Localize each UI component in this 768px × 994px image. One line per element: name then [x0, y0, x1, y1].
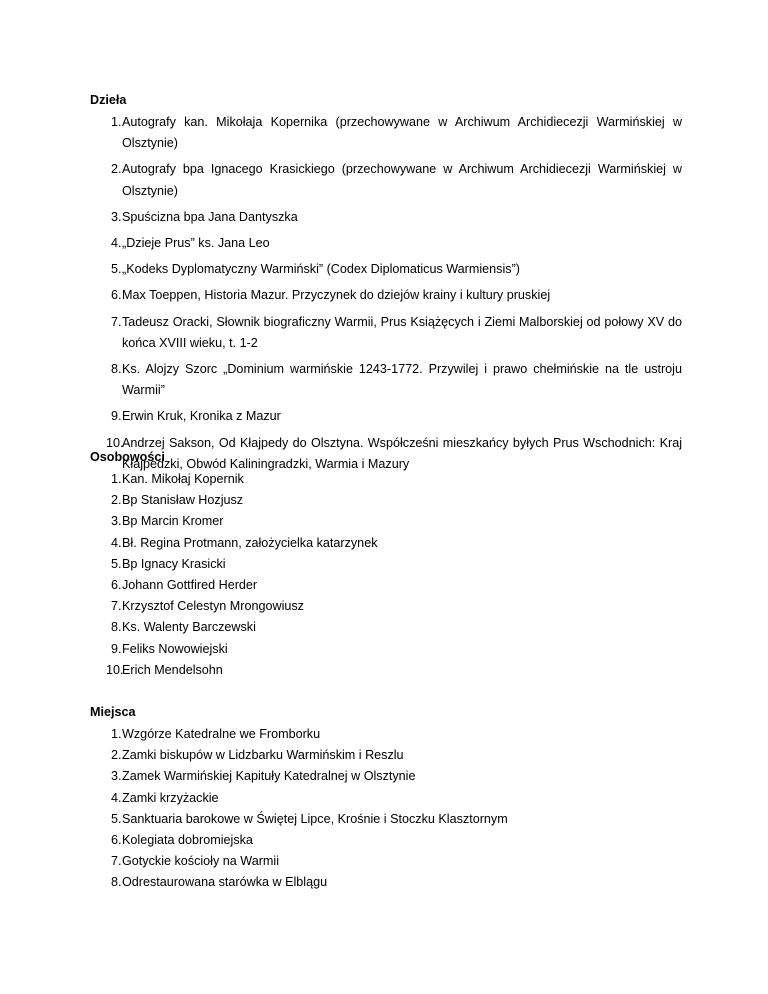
list-item-text: Krzysztof Celestyn Mrongowiusz	[122, 599, 304, 614]
list-item-number: 7.	[111, 599, 122, 614]
list-item-number: 1.	[111, 115, 122, 129]
list-item-text: Zamki krzyżackie	[122, 790, 219, 805]
list-item-number: 4.	[111, 535, 122, 550]
list-item-number: 7.	[111, 854, 122, 869]
section-heading-osobowosci: Osobowości	[90, 450, 165, 464]
list-item-text: Bł. Regina Protmann, założycielka katarzynek	[122, 535, 378, 550]
list-item	[90, 469, 682, 490]
list-item-number: 2.	[111, 748, 122, 763]
list-item	[90, 660, 682, 681]
list-item-text: Odrestaurowana starówka w Elblągu	[122, 875, 328, 890]
list-item	[90, 490, 682, 511]
list-item	[90, 745, 682, 766]
list-item-text: Zamki biskupów w Lidzbarku Warmińskim i Reszlu	[122, 748, 404, 763]
list-item	[90, 872, 682, 893]
list-item	[90, 575, 682, 596]
list-item-text: Johann Gottfired Herder	[122, 578, 258, 593]
list-item-number: 5.	[111, 556, 122, 571]
list-item-text: Erich Mendelsohn	[122, 662, 223, 677]
list-item-number: 6.	[111, 833, 122, 848]
list-item	[90, 617, 682, 638]
list-item-text: Max Toeppen, Historia Mazur. Przyczynek do dziejów krainy i kultury pruskiej	[122, 288, 551, 303]
list-item-number: 9.	[111, 641, 122, 656]
list-item	[90, 159, 682, 201]
list-item-number: 1.	[111, 727, 122, 741]
list-item	[90, 359, 682, 401]
list-item-text: Andrzej Sakson, Od Kłajpedy do Olsztyna. Współcześni mieszkańcy byłych Prus Wschodnich: Kraj Kłajpedzki, Obwód Kaliningradzki, Warmia i Mazury	[122, 435, 682, 471]
section-heading-miejsca: Miejsca	[90, 705, 136, 719]
list-item-number: 4.	[111, 236, 122, 251]
section-osobowosci	[90, 449, 682, 681]
list-item-number: 3.	[111, 209, 122, 224]
list-item-text: „Dzieje Prus” ks. Jana Leo	[122, 236, 270, 251]
list-item-text: Zamek Warmińskiej Kapituły Katedralnej w Olsztynie	[122, 769, 416, 784]
list-item	[90, 312, 682, 354]
list-item	[90, 233, 682, 254]
list-item-text: Gotyckie kościoły na Warmii	[122, 854, 279, 869]
list-item-number: 6.	[111, 578, 122, 593]
list-item-text: Ks. Alojzy Szorc „Dominium warmińskie 1243-1772. Przywilej i prawo chełmińskie na tle ustroju Warmii”	[122, 362, 682, 398]
list-item-text: Bp Marcin Kromer	[122, 514, 224, 529]
list-item-number: 2.	[111, 493, 122, 508]
list-item	[90, 809, 682, 830]
list-item	[90, 766, 682, 787]
list-item-number: 3.	[111, 514, 122, 529]
list-item	[90, 511, 682, 532]
list-item-number: 5.	[111, 262, 122, 277]
list-item-text: Tadeusz Oracki, Słownik biograficzny Warmii, Prus Książęcych i Ziemi Malborskiej od połowy XV do końca XVIII wieku, t. 1-2	[122, 314, 682, 350]
list-item	[90, 259, 682, 280]
list-item-number: 7.	[111, 314, 122, 329]
list-item	[90, 207, 682, 228]
list-item-number: 2.	[111, 162, 122, 177]
list-item	[90, 830, 682, 851]
list-item	[90, 596, 682, 617]
list-item-text: Autografy bpa Ignacego Krasickiego (przechowywane w Archiwum Archidiecezji Warmińskiej w Olsztynie)	[122, 162, 682, 198]
list-dziela	[90, 112, 682, 475]
list-item	[90, 406, 682, 427]
list-item	[90, 788, 682, 809]
list-item-text: Kan. Mikołaj Kopernik	[122, 472, 244, 486]
list-item-number: 9.	[111, 409, 122, 424]
section-heading-dziela: Dzieła	[90, 93, 127, 107]
list-item	[90, 639, 682, 660]
list-item-text: Kolegiata dobromiejska	[122, 833, 253, 848]
list-item-number: 5.	[111, 811, 122, 826]
list-item-text: Sanktuaria barokowe w Świętej Lipce, Krośnie i Stoczku Klasztornym	[122, 811, 508, 826]
list-item-number: 8.	[111, 362, 122, 377]
list-item-text: „Kodeks Dyplomatyczny Warmiński” (Codex Diplomaticus Warmiensis”)	[122, 262, 520, 277]
list-item-text: Ks. Walenty Barczewski	[122, 620, 256, 635]
section-dziela	[90, 92, 682, 475]
list-item-text: Spuścizna bpa Jana Dantyszka	[122, 209, 298, 224]
list-miejsca	[90, 724, 682, 894]
list-item-text: Bp Ignacy Krasicki	[122, 556, 226, 571]
section-miejsca	[90, 704, 682, 894]
list-item-number: 1.	[111, 472, 122, 486]
list-item-number: 4.	[111, 790, 122, 805]
list-item-number: 6.	[111, 288, 122, 303]
list-item-number: 10.	[106, 435, 124, 450]
list-item	[90, 285, 682, 306]
list-item	[90, 851, 682, 872]
list-item	[90, 724, 682, 745]
list-item-text: Wzgórze Katedralne we Fromborku	[122, 727, 321, 741]
list-item-text: Bp Stanisław Hozjusz	[122, 493, 244, 508]
list-item	[90, 112, 682, 154]
list-item	[90, 554, 682, 575]
list-osobowosci	[90, 469, 682, 681]
list-item-text: Erwin Kruk, Kronika z Mazur	[122, 409, 281, 424]
list-item	[90, 533, 682, 554]
list-item-text: Feliks Nowowiejski	[122, 641, 228, 656]
list-item-number: 8.	[111, 620, 122, 635]
list-item-text: Autografy kan. Mikołaja Kopernika (przechowywane w Archiwum Archidiecezji Warmińskiej w Olsztynie)	[122, 115, 682, 151]
list-item-number: 10.	[106, 662, 124, 677]
list-item-number: 8.	[111, 875, 122, 890]
list-item-number: 3.	[111, 769, 122, 784]
